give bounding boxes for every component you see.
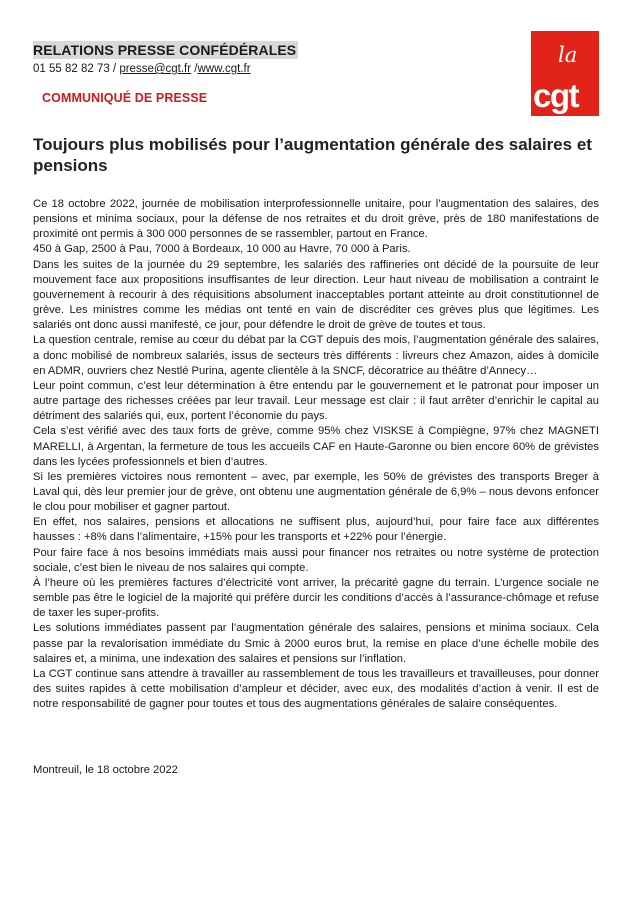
press-release-body [33, 197, 599, 712]
paragraph: Dans les suites de la journée du 29 septembre, les salariés des raffineries ont décidé de la poursuite de leur mouvement face aux propositions insuffisantes de leur direction. Leur haut niveau de mobilisation a contraint le gouvernement à recourir à des réquisitions absolument inacceptables portant atteinte au droit constitutionnel de grève. Les ministres comme les médias ont tenté en vain de discréditer ces grèves plus que légitimes. Les salariés ont donc aussi manifesté, ce jour, pour défendre le droit de grève de toutes et tous. [33, 258, 599, 332]
paragraph: Cela s’est vérifié avec des taux forts de grève, comme 95% chez VISKSE à Compiègne, 97% chez MAGNETI MARELLI, à Argentan, la fermeture de tous les accueils CAF en Haute-Garonne ou bien encore 60% de grévistes dans les lycées professionnels et bien d’autres. [33, 425, 599, 468]
press-header [33, 41, 493, 77]
website-link[interactable]: www.cgt.fr [197, 63, 251, 75]
headline: Toujours plus mobilisés pour l’augmentation générale des salaires et pensions [33, 135, 592, 175]
org-title: RELATIONS PRESSE CONFÉDÉRALES [33, 42, 297, 58]
contact-line [33, 62, 493, 77]
cgt-logo [531, 31, 599, 116]
paragraph: 450 à Gap, 2500 à Pau, 7000 à Bordeaux, 10 000 au Havre, 70 000 à Paris. [33, 243, 411, 256]
paragraph: Leur point commun, c’est leur détermination à être entendu par le gouvernement et le patronat pour imposer un autre partage des richesses créées par leur travail. Leur message est clair : il faut arrêter d’enrichir le capital au détriment des salariés qui, eux, portent l’économie du pays. [33, 379, 599, 423]
logo-cgt-text: cgt [533, 77, 578, 114]
signature-date: Montreuil, le 18 octobre 2022 [33, 764, 178, 776]
logo-la-text: la [558, 43, 578, 67]
paragraph: Ce 18 octobre 2022, journée de mobilisation interprofessionnelle unitaire, pour l’augmentation des salaires, des pensions et minima sociaux, pour la défense de nos retraites et du droit grève, près de 180 manifestations de proximité ont permis à 300 000 personnes de se rassembler, partout en France. [33, 198, 599, 241]
paragraph: Pour faire face à nos besoins immédiats mais aussi pour financer nos retraites ou notre système de protection sociale, c’est bien le niveau de nos salaires qui compte. [33, 546, 599, 574]
paragraph: Les solutions immédiates passent par l’augmentation générale des salaires, pensions et minima sociaux. Cela passe par la revalorisation immédiate du Smic à 2000 euros brut, la remise en place d’une échelle mobile des salaires et, a minima, une indexation des salaires et pensions sur l’inflation. [33, 622, 599, 665]
contact-separator: / [191, 63, 198, 75]
paragraph: Si les premières victoires nous remontent – avec, par exemple, les 50% de grévistes des transports Breger à Laval qui, dès leur premier jour de grève, ont obtenu une augmentation générale de 6,9% – nous devons enfoncer le clou pour mobiliser et gagner partout. [33, 470, 599, 514]
paragraph: En effet, nos salaires, pensions et allocations ne suffisent plus, aujourd’hui, pour faire face aux différentes hausses : +8% dans l’alimentaire, +15% pour les transports et +22% pour l’énergie. [33, 516, 599, 544]
phone-number: 01 55 82 82 73 / [33, 63, 120, 75]
communique-label: COMMUNIQUÉ DE PRESSE [42, 91, 208, 105]
paragraph: La CGT continue sans attendre à travailler au rassemblement de tous les travailleurs et travailleuses, pour donner des suites rapides à cette mobilisation d’ampleur et décider, avec eux, des modalités d’action à venir. Il est de notre responsabilité de gagner pour toutes et tous des augmentations générales de salaire conséquentes. [33, 667, 599, 711]
paragraph: La question centrale, remise au cœur du débat par la CGT depuis des mois, l’augmentation générale des salaires, a donc mobilisé de nombreux salariés, issus de secteurs très différents : livreurs chez Amazon, aides à domicile en ADMR, ouvriers chez Nestlé Purina, agente clientèle à la SNCF, décoratrice au théâtre d’Annecy… [33, 334, 599, 377]
paragraph: À l’heure où les premières factures d’électricité vont arriver, la précarité gagne du terrain. L’urgence sociale ne semble pas être le logiciel de la majorité qui préfère durcir les conditions d’accès à l’assurance-chômage et refuse de taxer les super-profits. [33, 576, 599, 620]
email-link[interactable]: presse@cgt.fr [119, 63, 192, 75]
